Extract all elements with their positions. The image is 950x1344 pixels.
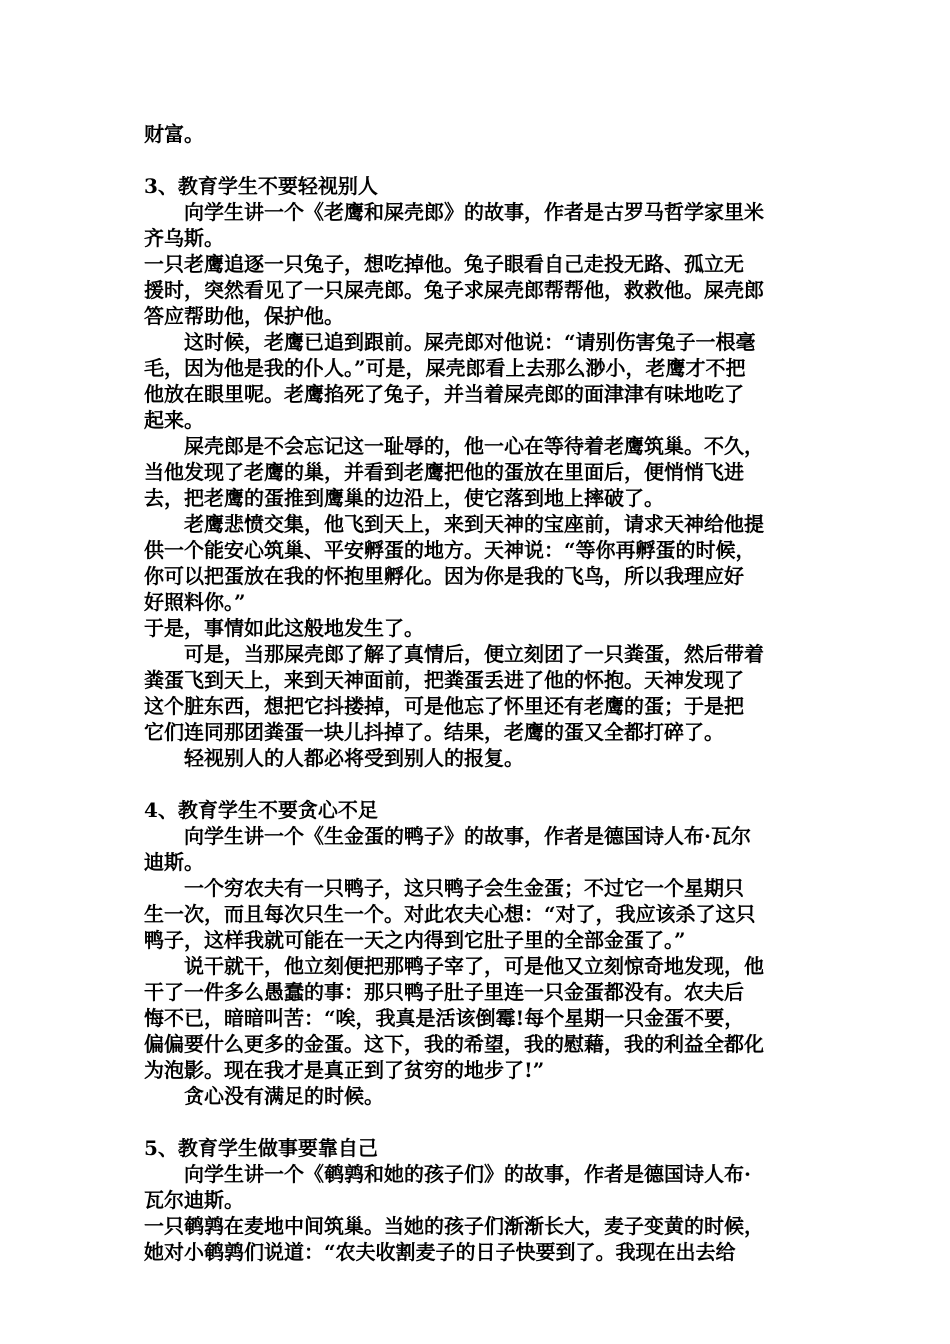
paragraph <box>144 511 810 615</box>
text-line: 齐乌斯。 <box>144 226 224 250</box>
text-line: 于是，事情如此这般地发生了。 <box>144 616 424 640</box>
text-line: 答应帮助他，保护他。 <box>144 304 344 328</box>
paragraph <box>144 1161 810 1213</box>
text-line: 瓦尔迪斯。 <box>144 1188 244 1212</box>
text-line: 毛，因为他是我的仆人。”可是，屎壳郎看上去那么渺小，老鹰才不把 <box>144 356 746 380</box>
paragraph <box>144 199 810 251</box>
text-line: 屎壳郎是不会忘记这一耻辱的，他一心在等待着老鹰筑巢。不久， <box>184 434 764 458</box>
text-line: 迪斯。 <box>144 850 204 874</box>
text-line: 可是，当那屎壳郎了解了真情后，便立刻团了一只粪蛋，然后带着 <box>184 642 764 666</box>
paragraph <box>144 1213 810 1265</box>
paragraph <box>144 875 810 953</box>
spacer <box>144 1109 810 1135</box>
text-line: 老鹰悲愤交集，他飞到天上，来到天神的宝座前，请求天神给他提 <box>184 512 764 536</box>
text-line: 一个穷农夫有一只鸭子，这只鸭子会生金蛋；不过它一个星期只 <box>184 876 744 900</box>
text-line: 鸭子，这样我就可能在一天之内得到它肚子里的全部金蛋了。” <box>144 928 686 952</box>
text-line: 他放在眼里呢。老鹰掐死了兔子，并当着屎壳郎的面津津有味地吃了 <box>144 382 744 406</box>
section-title: 3、教育学生不要轻视别人 <box>144 174 378 198</box>
text-line: 一只老鹰追逐一只兔子，想吃掉他。兔子眼看自己走投无路、孤立无 <box>144 252 744 276</box>
paragraph <box>144 1083 810 1109</box>
spacer <box>144 147 810 173</box>
section-5 <box>144 1135 810 1265</box>
text-line: 说干就干，他立刻便把那鸭子宰了，可是他又立刻惊奇地发现，他 <box>184 954 764 978</box>
paragraph <box>144 329 810 433</box>
paragraph <box>144 823 810 875</box>
text-line: 援时，突然看见了一只屎壳郎。兔子求屎壳郎帮帮他，救救他。屎壳郎 <box>144 278 764 302</box>
text-line: 你可以把蛋放在我的怀抱里孵化。因为你是我的飞鸟，所以我理应好 <box>144 564 744 588</box>
document-page <box>144 121 810 1265</box>
text-line: 轻视别人的人都必将受到别人的报复。 <box>184 746 524 770</box>
text-line: 她对小鹌鹑们说道：“农夫收割麦子的日子快要到了。我现在出去给 <box>144 1240 736 1264</box>
text-line: 为泡影。现在我才是真正到了贫穷的地步了!” <box>144 1058 545 1082</box>
text-line: 粪蛋飞到天上，来到天神面前，把粪蛋丢进了他的怀抱。天神发现了 <box>144 668 744 692</box>
text-line: 一只鹌鹑在麦地中间筑巢。当她的孩子们渐渐长大，麦子变黄的时候， <box>144 1214 764 1238</box>
text-line: 贪心没有满足的时候。 <box>184 1084 384 1108</box>
text-line: 这个脏东西，想把它抖搂掉，可是他忘了怀里还有老鹰的蛋；于是把 <box>144 694 744 718</box>
text-line: 它们连同那团粪蛋一块儿抖掉了。结果，老鹰的蛋又全都打碎了。 <box>144 720 724 744</box>
text-line: 起来。 <box>144 408 204 432</box>
text-line: 干了一件多么愚蠢的事：那只鸭子肚子里连一只金蛋都没有。农夫后 <box>144 980 744 1004</box>
paragraph <box>144 251 810 329</box>
text-line: 去，把老鹰的蛋推到鹰巢的边沿上，使它落到地上摔破了。 <box>144 486 664 510</box>
paragraph <box>144 641 810 745</box>
paragraph <box>144 433 810 511</box>
text-line: 悔不已，暗暗叫苦：“唉，我真是活该倒霉!每个星期一只金蛋不要， <box>144 1006 745 1030</box>
text-line: 偏偏要什么更多的金蛋。这下，我的希望，我的慰藉，我的利益全都化 <box>144 1032 764 1056</box>
section-title: 5、教育学生做事要靠自己 <box>144 1136 378 1160</box>
section-title: 4、教育学生不要贪心不足 <box>144 798 378 822</box>
lead-text: 财富。 <box>144 122 204 146</box>
text-line: 当他发现了老鹰的巢，并看到老鹰把他的蛋放在里面后，便悄悄飞进 <box>144 460 744 484</box>
text-line: 生一次，而且每次只生一个。对此农夫心想：“对了，我应该杀了这只 <box>144 902 756 926</box>
text-line: 向学生讲一个《老鹰和屎壳郎》的故事，作者是古罗马哲学家里米 <box>184 200 764 224</box>
text-line: 好照料你。” <box>144 590 246 614</box>
text-line: 这时候，老鹰已追到跟前。屎壳郎对他说：“请别伤害兔子一根毫 <box>184 330 756 354</box>
paragraph <box>144 745 810 771</box>
text-line: 向学生讲一个《生金蛋的鸭子》的故事，作者是德国诗人布·瓦尔 <box>184 824 751 848</box>
section-4 <box>144 797 810 1109</box>
section-3 <box>144 173 810 771</box>
paragraph <box>144 953 810 1083</box>
text-line: 供一个能安心筑巢、平安孵蛋的地方。天神说：“等你再孵蛋的时候， <box>144 538 756 562</box>
text-line: 向学生讲一个《鹌鹑和她的孩子们》的故事，作者是德国诗人布· <box>184 1162 751 1186</box>
paragraph <box>144 615 810 641</box>
spacer <box>144 771 810 797</box>
